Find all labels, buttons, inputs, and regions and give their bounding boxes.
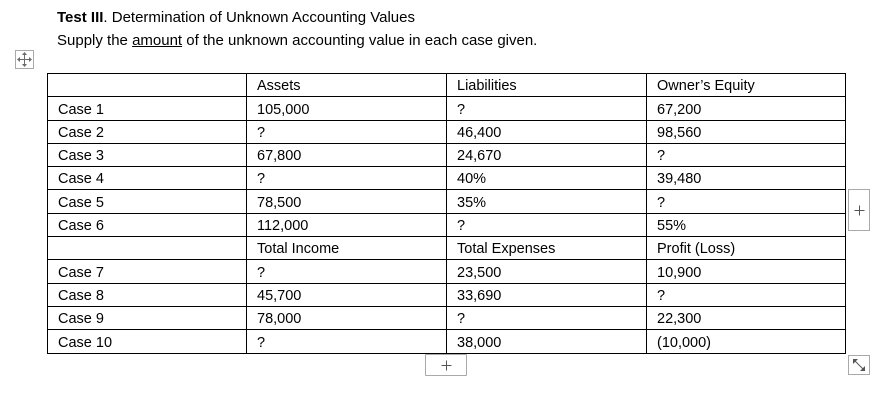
heading-bold: Test III bbox=[57, 9, 104, 26]
table-row bbox=[48, 283, 846, 306]
value-cell[interactable]: 39,480 bbox=[647, 167, 846, 190]
value-cell[interactable]: (10,000) bbox=[647, 330, 846, 353]
table-row bbox=[48, 167, 846, 190]
value-cell[interactable]: 24,670 bbox=[447, 143, 647, 166]
value-cell[interactable]: 45,700 bbox=[247, 283, 447, 306]
value-cell[interactable]: 105,000 bbox=[247, 97, 447, 120]
case-label-cell[interactable]: Case 10 bbox=[48, 330, 247, 353]
value-cell[interactable]: ? bbox=[247, 260, 447, 283]
case-label-cell[interactable]: Case 8 bbox=[48, 283, 247, 306]
table-row bbox=[48, 120, 846, 143]
table-row bbox=[48, 213, 846, 236]
value-cell[interactable]: 98,560 bbox=[647, 120, 846, 143]
value-cell[interactable]: 33,690 bbox=[447, 283, 647, 306]
value-cell[interactable]: ? bbox=[247, 330, 447, 353]
table-header-row bbox=[48, 237, 846, 260]
subheading bbox=[57, 31, 537, 50]
value-cell[interactable]: 55% bbox=[647, 213, 846, 236]
value-cell[interactable]: 112,000 bbox=[247, 213, 447, 236]
value-cell[interactable]: ? bbox=[647, 143, 846, 166]
table-header-row bbox=[48, 74, 846, 97]
column-header-cell[interactable]: Liabilities bbox=[447, 74, 647, 97]
value-cell[interactable]: ? bbox=[247, 167, 447, 190]
table-resize-handle[interactable] bbox=[848, 355, 870, 375]
subheading-underlined: amount bbox=[132, 32, 183, 49]
subheading-after: of the unknown accounting value in each case given. bbox=[182, 32, 538, 49]
value-cell[interactable]: 23,500 bbox=[447, 260, 647, 283]
value-cell[interactable]: 67,200 bbox=[647, 97, 846, 120]
value-cell[interactable]: 22,300 bbox=[647, 306, 846, 329]
add-row-button[interactable] bbox=[425, 354, 467, 376]
case-label-cell[interactable] bbox=[48, 74, 247, 97]
heading-rest: . Determination of Unknown Accounting Values bbox=[103, 9, 415, 26]
add-column-button[interactable] bbox=[848, 189, 870, 231]
plus-icon bbox=[441, 360, 452, 371]
value-cell[interactable]: 38,000 bbox=[447, 330, 647, 353]
column-header-cell[interactable]: Total Income bbox=[247, 237, 447, 260]
value-cell[interactable]: ? bbox=[447, 97, 647, 120]
case-label-cell[interactable]: Case 7 bbox=[48, 260, 247, 283]
accounting-table bbox=[47, 73, 846, 354]
case-label-cell[interactable]: Case 4 bbox=[48, 167, 247, 190]
case-label-cell[interactable]: Case 2 bbox=[48, 120, 247, 143]
heading bbox=[57, 8, 415, 27]
value-cell[interactable]: ? bbox=[447, 306, 647, 329]
resize-diagonal-icon bbox=[852, 358, 866, 372]
value-cell[interactable]: 10,900 bbox=[647, 260, 846, 283]
value-cell[interactable]: 46,400 bbox=[447, 120, 647, 143]
value-cell[interactable]: ? bbox=[247, 120, 447, 143]
value-cell[interactable]: ? bbox=[447, 213, 647, 236]
table-row bbox=[48, 143, 846, 166]
value-cell[interactable]: 78,000 bbox=[247, 306, 447, 329]
column-header-cell[interactable]: Owner’s Equity bbox=[647, 74, 846, 97]
plus-icon bbox=[854, 205, 865, 216]
column-header-cell[interactable]: Assets bbox=[247, 74, 447, 97]
subheading-before: Supply the bbox=[57, 32, 133, 49]
case-label-cell[interactable] bbox=[48, 237, 247, 260]
value-cell[interactable]: 67,800 bbox=[247, 143, 447, 166]
case-label-cell[interactable]: Case 9 bbox=[48, 306, 247, 329]
table-row bbox=[48, 306, 846, 329]
value-cell[interactable]: 35% bbox=[447, 190, 647, 213]
value-cell[interactable]: 40% bbox=[447, 167, 647, 190]
value-cell[interactable]: ? bbox=[647, 190, 846, 213]
column-header-cell[interactable]: Total Expenses bbox=[447, 237, 647, 260]
table-row bbox=[48, 97, 846, 120]
value-cell[interactable]: 78,500 bbox=[247, 190, 447, 213]
column-header-cell[interactable]: Profit (Loss) bbox=[647, 237, 846, 260]
table-row bbox=[48, 330, 846, 353]
move-arrows-icon bbox=[17, 52, 32, 67]
case-label-cell[interactable]: Case 5 bbox=[48, 190, 247, 213]
table-move-handle[interactable] bbox=[15, 50, 34, 69]
case-label-cell[interactable]: Case 3 bbox=[48, 143, 247, 166]
case-label-cell[interactable]: Case 6 bbox=[48, 213, 247, 236]
table-row bbox=[48, 190, 846, 213]
value-cell[interactable]: ? bbox=[647, 283, 846, 306]
table-row bbox=[48, 260, 846, 283]
case-label-cell[interactable]: Case 1 bbox=[48, 97, 247, 120]
